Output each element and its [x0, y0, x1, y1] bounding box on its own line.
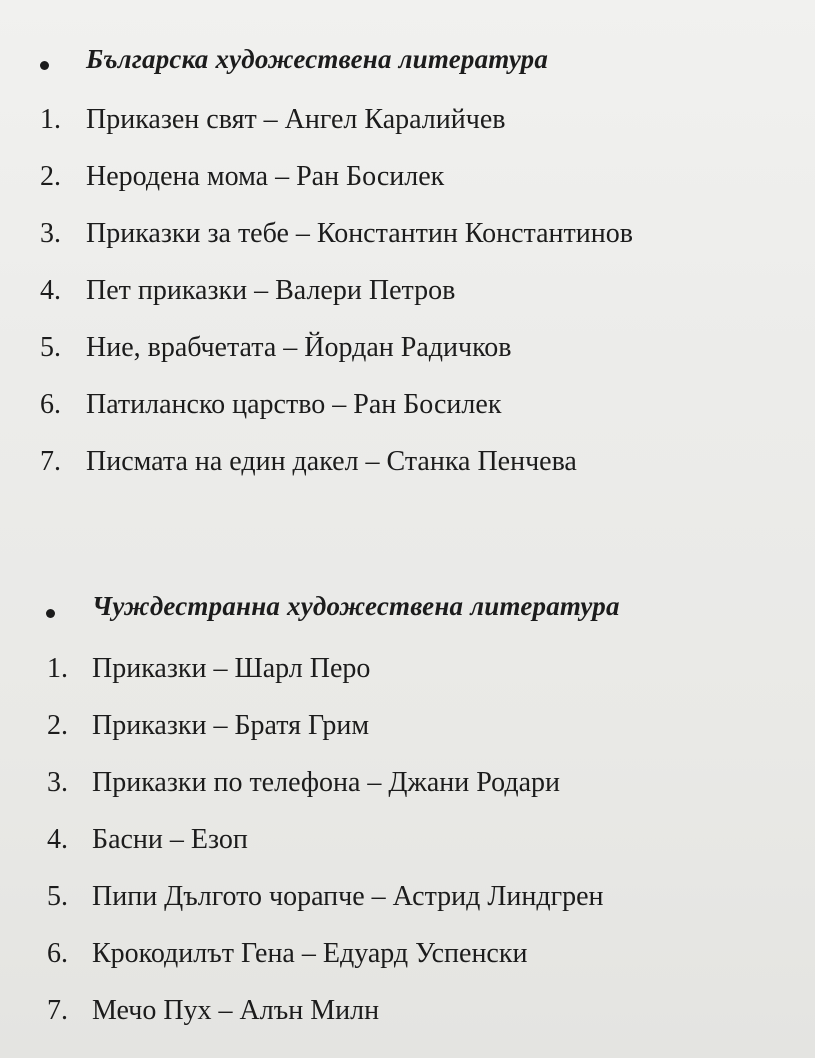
item-text: Басни – Езоп — [92, 824, 248, 855]
item-number: 4. — [47, 824, 68, 855]
list-item — [0, 432, 815, 489]
list-item — [0, 90, 815, 147]
item-text: Патиланско царство – Ран Босилек — [86, 389, 502, 420]
section-foreign-literature — [0, 589, 815, 1038]
list-item — [0, 639, 815, 696]
item-number: 5. — [40, 332, 61, 363]
item-text: Писмата на един дакел – Станка Пенчева — [86, 446, 577, 477]
item-text: Пет приказки – Валери Петров — [86, 275, 456, 306]
bullet-icon — [46, 609, 55, 618]
item-number: 5. — [47, 881, 68, 912]
item-text: Приказен свят – Ангел Каралийчев — [86, 104, 506, 135]
item-number: 6. — [40, 389, 61, 420]
list-item — [0, 375, 815, 432]
item-text: Приказки за тебе – Константин Константинов — [86, 218, 633, 249]
item-text: Неродена мома – Ран Босилек — [86, 161, 445, 192]
list-item — [0, 261, 815, 318]
list-item — [0, 696, 815, 753]
item-number: 2. — [40, 161, 61, 192]
item-text: Приказки – Братя Грим — [92, 710, 370, 741]
item-number: 3. — [40, 218, 61, 249]
list-item — [0, 204, 815, 261]
item-number: 6. — [47, 938, 68, 969]
item-text: Приказки – Шарл Перо — [92, 653, 371, 684]
list-item — [0, 147, 815, 204]
list-item — [0, 981, 815, 1038]
list-item — [0, 753, 815, 810]
item-number: 2. — [47, 710, 68, 741]
list-item — [0, 867, 815, 924]
section-bulgarian-literature — [0, 42, 815, 489]
list-item — [0, 810, 815, 867]
bullet-icon — [40, 61, 49, 70]
section-heading: Българска художествена литература — [86, 44, 549, 74]
item-number: 1. — [40, 104, 61, 135]
item-text: Крокодилът Гена – Едуард Успенски — [92, 938, 528, 969]
item-number: 3. — [47, 767, 68, 798]
item-text: Приказки по телефона – Джани Родари — [92, 767, 560, 798]
item-number: 7. — [47, 995, 68, 1026]
item-text: Ние, врабчетата – Йордан Радичков — [86, 332, 512, 363]
item-number: 4. — [40, 275, 61, 306]
item-text: Мечо Пух – Алън Милн — [92, 995, 380, 1026]
book-list — [0, 90, 815, 489]
list-item — [0, 924, 815, 981]
item-number: 1. — [47, 653, 68, 684]
list-item — [0, 318, 815, 375]
section-heading-row — [0, 42, 815, 82]
book-list — [0, 639, 815, 1038]
section-heading: Чуждестранна художествена литература — [92, 591, 620, 621]
section-heading-row — [0, 589, 815, 629]
item-text: Пипи Дългото чорапче – Астрид Линдгрен — [92, 881, 604, 912]
item-number: 7. — [40, 446, 61, 477]
